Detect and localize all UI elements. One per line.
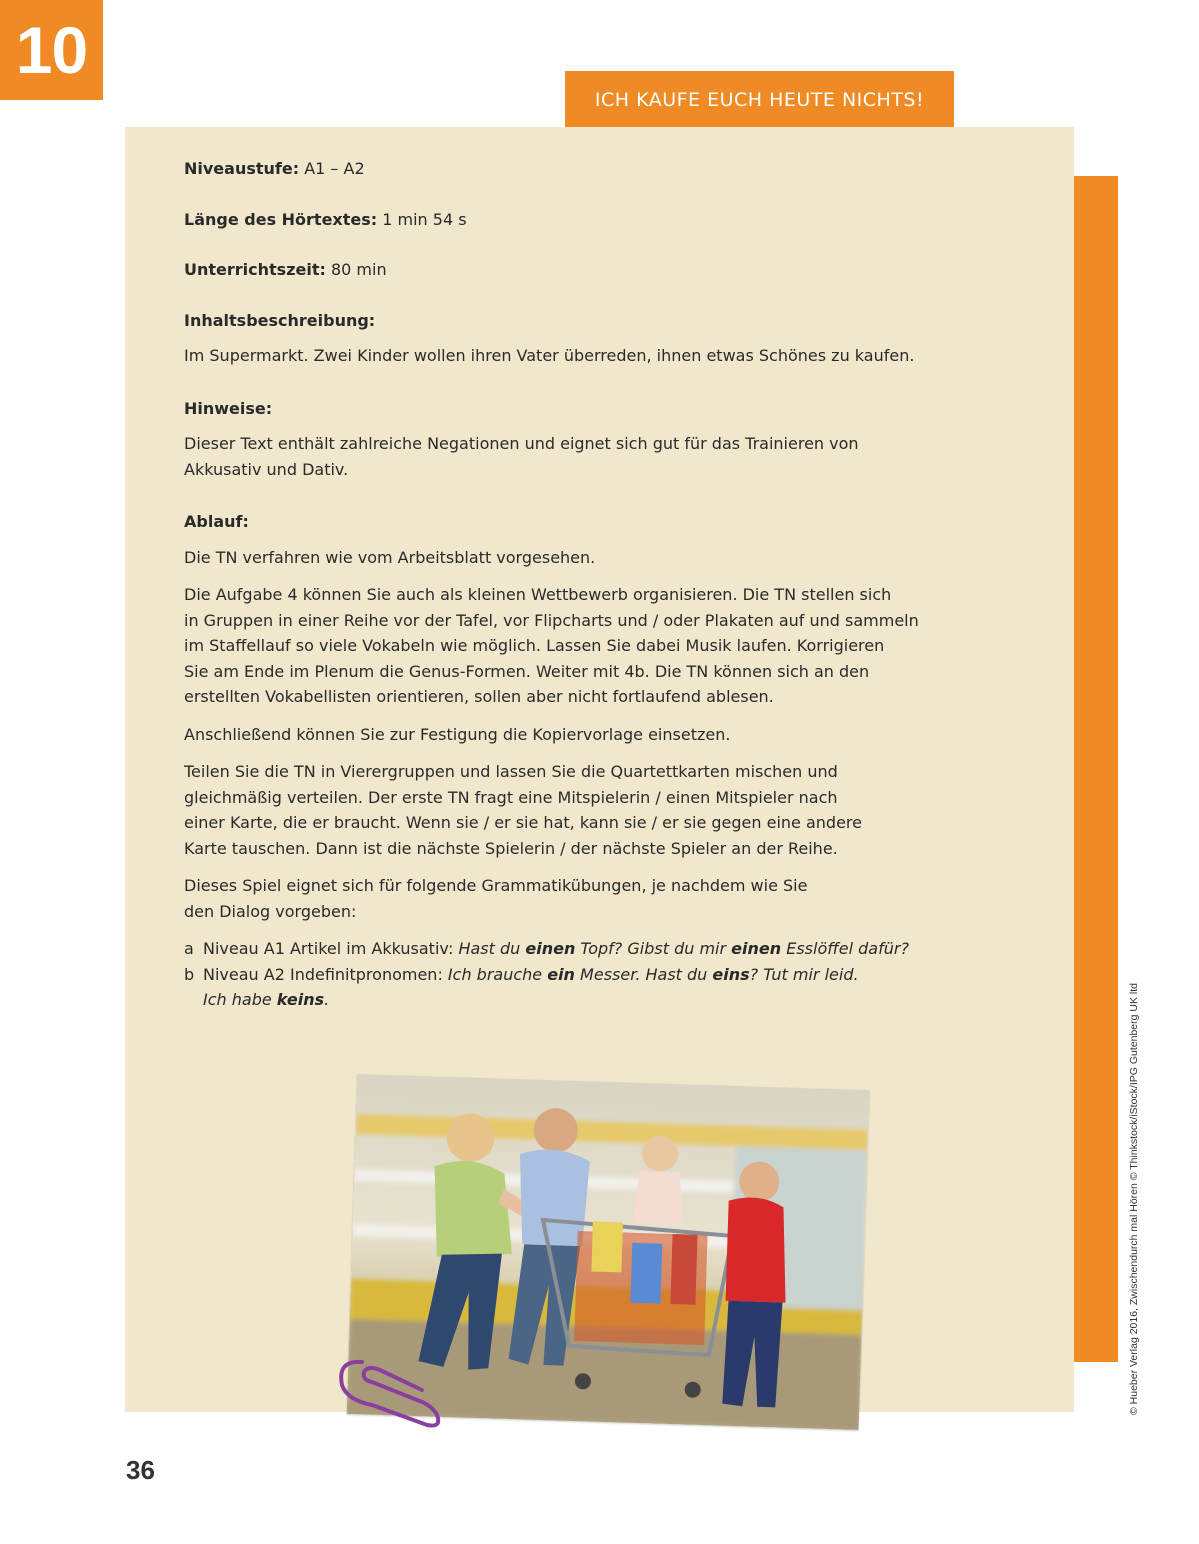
ablauf-p1: Die TN verfahren wie vom Arbeitsblatt vorgesehen.: [184, 547, 596, 567]
text-inhalt: Im Supermarkt. Zwei Kinder wollen ihren Vater überreden, ihnen etwas Schönes zu kaufen.: [184, 346, 915, 365]
field-niveaustufe: Niveaustufe: A1 – A2: [184, 159, 365, 178]
ablauf-p2: Die Aufgabe 4 können Sie auch als kleinen Wettbewerb organisieren. Die TN stellen sich in Gruppen in einer Reihe vor der Tafel, vor Flipcharts und / oder Plakaten auf und sammeln im Staffellauf so viele Vokabeln wie möglich. Lassen Sie dabei Musik laufen. Korrigieren Sie am Ende im Plenum die Genus-Formen. Weiter mit 4b. Die TN können sich an den erstellten Vokabellisten orientieren, sollen aber nicht fortlaufend ablesen.: [184, 585, 919, 706]
side-accent-bar: [1074, 176, 1118, 1362]
page-content: [184, 156, 944, 1013]
chapter-title: ICH KAUFE EUCH HEUTE NICHTS!: [565, 71, 954, 127]
field-laenge: Länge des Hörtextes: 1 min 54 s: [184, 209, 467, 229]
list-item-b: b Niveau A2 Indefinitpronomen: Ich brauche ein Messer. Hast du eins? Tut mir leid. Ich habe keins.: [184, 964, 859, 1009]
text-hinweise-1: Dieser Text enthält zahlreiche Negationen und eignet sich gut für das Trainieren von: [184, 434, 859, 453]
page-number: 36: [126, 1455, 155, 1485]
ablauf-p5: Dieses Spiel eignet sich für folgende Grammatikübungen, je nachdem wie Sie den Dialog vorgeben:: [184, 876, 808, 921]
heading-inhalt: Inhaltsbeschreibung:: [184, 310, 376, 330]
ablauf-p3: Anschließend können Sie zur Festigung die Kopiervorlage einsetzen.: [184, 724, 731, 744]
list-item-a: a Niveau A1 Artikel im Akkusativ: Hast du einen Topf? Gibst du mir einen Esslöffel dafür?: [184, 939, 909, 958]
text-hinweise-2: Akkusativ und Dativ.: [184, 459, 349, 479]
field-unterrichtszeit: Unterrichtszeit: 80 min: [184, 260, 387, 279]
chapter-number: 10: [0, 0, 103, 100]
heading-ablauf: Ablauf:: [184, 512, 249, 531]
ablauf-p4: Teilen Sie die TN in Vierergruppen und lassen Sie die Quartettkarten mischen und gleichmäßig verteilen. Der erste TN fragt eine Mitspielerin / einen Mitspieler nach einer Karte, die er braucht. Wenn sie / er sie hat, kann sie / er sie gegen eine andere Karte tauschen. Dann ist die nächste Spielerin / der nächste Spieler an der Reihe.: [184, 762, 862, 858]
paperclip-icon: [332, 1350, 442, 1430]
heading-hinweise: Hinweise:: [184, 398, 273, 418]
image-credit: © Hueber Verlag 2016, Zwischendurch mal Hören © Thinkstock/iStock/IPG Gutenberg UK ltd: [1128, 983, 1140, 1415]
